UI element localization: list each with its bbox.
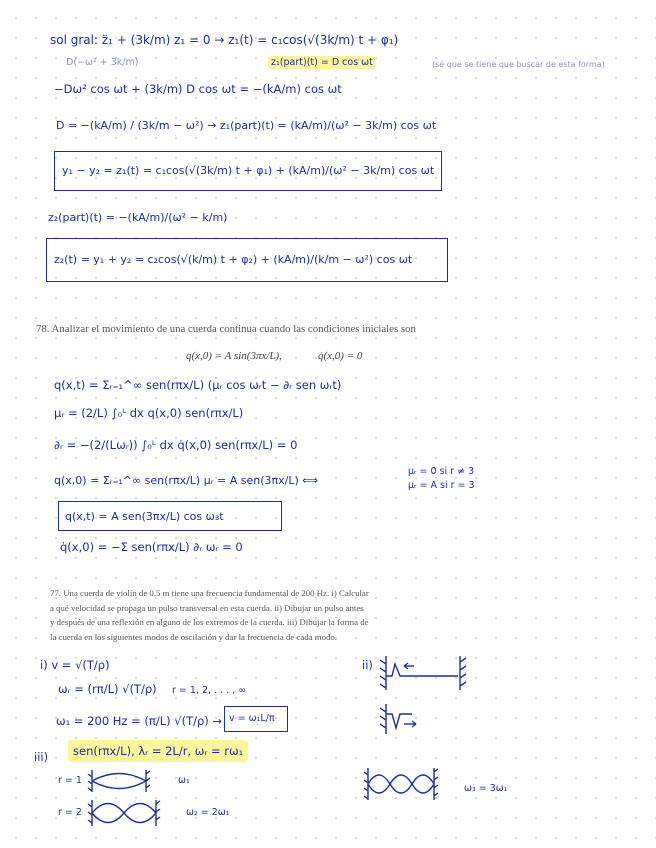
pulse-after-sketch: [378, 702, 438, 738]
derivation-line-2: D = −(kA/m) / (3k/m − ω²) → z₁(part)(t) = (kA/m)/(ω² − 3k/m) cos ωt: [56, 119, 437, 132]
sol78-line-6: q̇(x,0) = −Σ sen(rπx/L) ∂ᵣ ωᵣ = 0: [60, 540, 243, 554]
p77-i-result-box: [224, 706, 288, 732]
p77-i-result: v = ω₁L/π: [229, 713, 275, 724]
mode-1-label: r = 1: [58, 775, 82, 786]
boxed-result-1-text: y₁ − y₂ = z₁(t) = c₁cos(√(3k/m) t + φ₁) + (kA/m)/(ω² − 3k/m) cos ωt: [62, 164, 435, 177]
boxed-result-2-text: z₂(t) = y₁ + y₂ = c₂cos(√(k/m) t + φ₂) + (kA/m)/(k/m − ω²) cos ωt: [54, 253, 413, 266]
note-left: D(−ω² + 3k/m): [66, 57, 139, 68]
mode-2-sketch: [86, 798, 176, 828]
problem-77-line-1: 77. Una cuerda de violín de 0.5 m tiene una frecuencia fundamental de 200 Hz. i) Calcular: [50, 588, 369, 598]
sol78-case-2: μᵣ = A si r = 3: [408, 480, 475, 491]
mode-3-sketch: [362, 766, 462, 802]
mode-3-freq: ω₃ = 3ω₁: [464, 783, 508, 794]
problem-77-statement: [50, 586, 369, 644]
p77-iii-formula: [68, 746, 248, 758]
problem-77-line-2: a qué velocidad se propaga un pulso transversal en esta cuerda. ii) Dibujar un pulso antes: [50, 602, 364, 613]
problem-77-line-4: la cuerda en los siguientes modos de oscilación y dar la frecuencia de cada modo.: [50, 631, 338, 642]
sol78-line-4: q(x,0) = Σᵣ₌₁^∞ sen(rπx/L) μᵣ = A sen(3πx/L) ⟺: [54, 474, 319, 487]
mode-2-freq: ω₂ = 2ω₁: [186, 807, 230, 818]
p77-ii-label: ii): [362, 658, 373, 672]
boxed-result-1: [54, 151, 442, 191]
p77-i-velocity: i) v = √(T/ρ): [40, 658, 110, 672]
sol78-line-1: q(x,t) = Σᵣ₌₁^∞ sen(rπx/L) (μᵣ cos ωᵣt − ∂ᵣ sen ωᵣt): [54, 378, 342, 392]
p77-iii-highlight: sen(rπx/L), λᵣ = 2L/r, ωᵣ = rω₁: [68, 740, 248, 762]
problem-77-line-3: y después de una reflexión en alguno de los extremos de la cuerda. iii) Dibujar la forma de: [50, 617, 369, 628]
sol78-line-3: ∂ᵣ = −(2/(Lωᵣ)) ∫₀ᴸ dx q̇(x,0) sen(rπx/L) = 0: [54, 438, 298, 452]
side-note: (sé que se tiene que buscar de esta forma): [432, 60, 605, 69]
p77-i-omega-r: ωᵣ = (rπ/L) √(T/ρ): [58, 682, 157, 696]
p77-i-omega-1: ω₁ = 200 Hz = (π/L) √(T/ρ) →: [56, 714, 223, 728]
problem-78-cond-2: q̇(x,0) = 0: [318, 350, 363, 362]
p77-i-r-range: r = 1, 2, . . . , ∞: [172, 685, 247, 696]
mode-2-label: r = 2: [58, 807, 82, 818]
mode-1-sketch: [86, 768, 156, 794]
problem-78-cond-1: q(x,0) = A sin(3πx/L),: [186, 350, 282, 362]
boxed-result-78-text: q(x,t) = A sen(3πx/L) cos ω₃t: [65, 510, 224, 523]
particular-guess: [268, 58, 376, 68]
derivation-line-3: z₂(part)(t) = −(kA/m)/(ω² − k/m): [48, 211, 228, 224]
derivation-line-1: −Dω² cos ωt + (3k/m) D cos ωt = −(kA/m) cos ωt: [54, 82, 342, 96]
sol-gral-line: sol gral: z̈₁ + (3k/m) z₁ = 0 → z₁(t) = c₁cos(√(3k/m) t + φ₁): [50, 33, 399, 47]
particular-highlight: z₁(part)(t) = D cos ωt: [268, 56, 376, 69]
p77-iii-label: iii): [34, 750, 49, 764]
sol78-line-2: μᵣ = (2/L) ∫₀ᴸ dx q(x,0) sen(rπx/L): [54, 406, 244, 420]
mode-1-freq: ω₁: [178, 775, 190, 786]
boxed-result-78: [58, 501, 282, 531]
pulse-before-sketch: [378, 654, 498, 694]
sol78-case-1: μᵣ = 0 si r ≠ 3: [408, 466, 475, 477]
boxed-result-2: [46, 238, 448, 282]
problem-78-statement: 78. Analizar el movimiento de una cuerda continua cuando las condiciones iniciales son: [36, 323, 416, 335]
